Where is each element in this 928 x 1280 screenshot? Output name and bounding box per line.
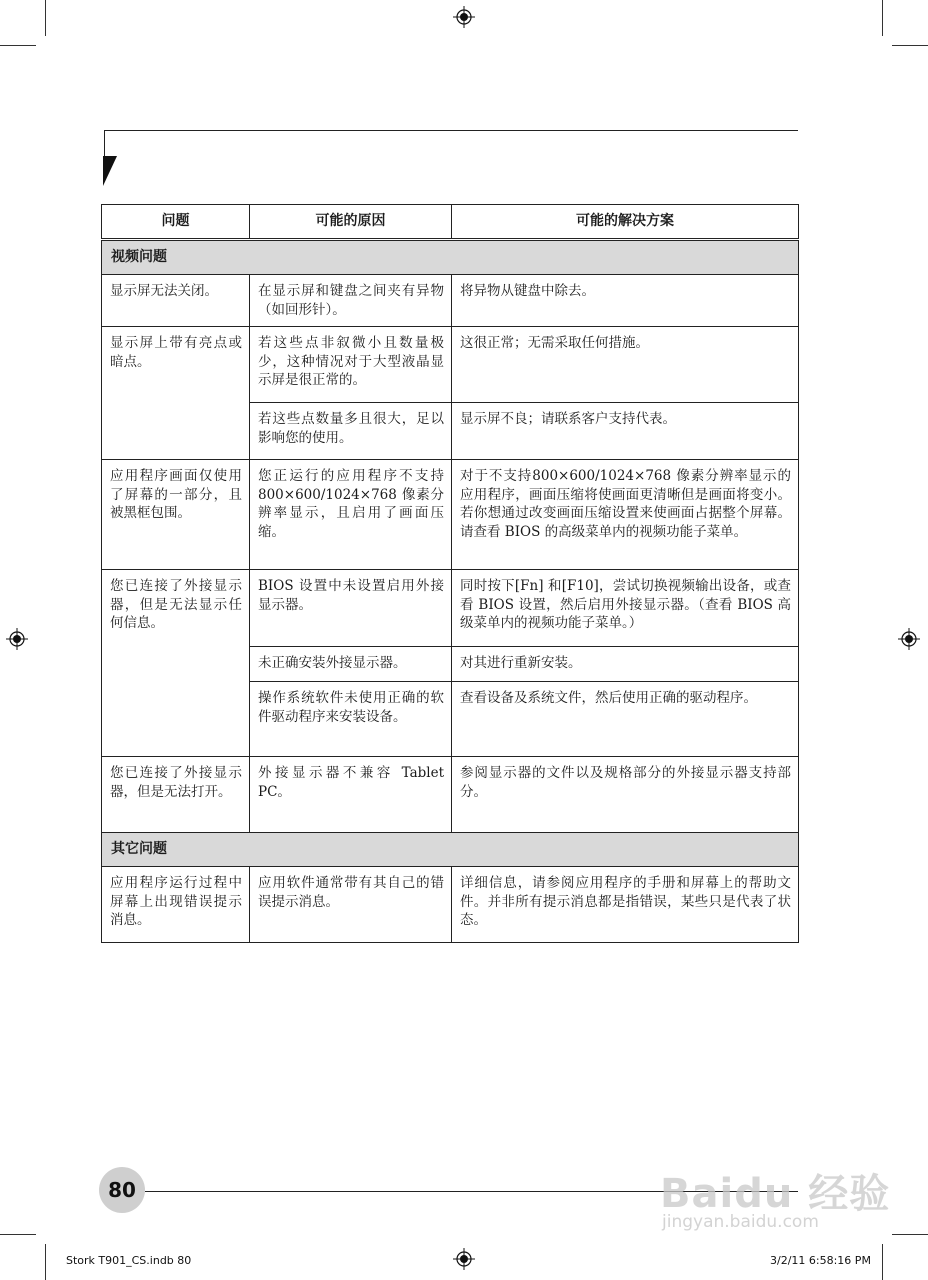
problem-cell: 显示屏上带有亮点或暗点。 bbox=[102, 327, 250, 460]
header-solution: 可能的解决方案 bbox=[452, 205, 799, 240]
crop-mark bbox=[892, 1234, 928, 1235]
table-row bbox=[102, 327, 799, 403]
solution-cell: 同时按下[Fn] 和[F10]，尝试切换视频输出设备，或查看 BIOS 设置，然后启用外接显示器。（查看 BIOS 高级菜单内的视频功能子菜单。） bbox=[452, 570, 799, 647]
slug-timestamp: 3/2/11 6:58:16 PM bbox=[770, 1254, 871, 1267]
slug-filename: Stork T901_CS.indb 80 bbox=[66, 1254, 192, 1267]
table-header-row bbox=[102, 205, 799, 240]
crop-mark bbox=[882, 1244, 883, 1280]
table-row bbox=[102, 275, 799, 327]
solution-cell: 这很正常；无需采取任何措施。 bbox=[452, 327, 799, 403]
section-title: 其它问题 bbox=[102, 833, 799, 867]
header-rule bbox=[104, 130, 798, 131]
crop-mark bbox=[882, 0, 883, 36]
cause-cell: 操作系统软件未使用正确的软件驱动程序来安装设备。 bbox=[250, 682, 452, 757]
table-row bbox=[102, 867, 799, 943]
crop-mark bbox=[0, 45, 36, 46]
header-problem: 问题 bbox=[102, 205, 250, 240]
section-title: 视频问题 bbox=[102, 240, 799, 275]
cause-cell: 若这些点数量多且很大，足以影响您的使用。 bbox=[250, 403, 452, 460]
solution-cell: 详细信息，请参阅应用程序的手册和屏幕上的帮助文件。并非所有提示消息都是指错误，某些只是代表了状态。 bbox=[452, 867, 799, 943]
header-triangle-icon bbox=[103, 156, 117, 186]
cause-cell: BIOS 设置中未设置启用外接显示器。 bbox=[250, 570, 452, 647]
registration-mark-icon bbox=[453, 1248, 475, 1270]
registration-mark-icon bbox=[898, 628, 920, 650]
problem-cell: 应用程序画面仅使用了屏幕的一部分，且被黑框包围。 bbox=[102, 460, 250, 570]
watermark-logo: Baidu 经验 bbox=[660, 1171, 891, 1217]
table-row bbox=[102, 460, 799, 570]
header-cause: 可能的原因 bbox=[250, 205, 452, 240]
crop-mark bbox=[0, 1234, 36, 1235]
watermark-url: jingyan.baidu.com bbox=[662, 1212, 819, 1232]
cause-cell: 外接显示器不兼容 Tablet PC。 bbox=[250, 757, 452, 833]
problem-cell: 您已连接了外接显示器，但是无法显示任何信息。 bbox=[102, 570, 250, 757]
solution-cell: 对于不支持800×600/1024×768 像素分辨率显示的应用程序，画面压缩将使画面更清晰但是画面将变小。若你想通过改变画面压缩设置来使画面占据整个屏幕。请查看 BIOS 的高级菜单内的视频功能子菜单。 bbox=[452, 460, 799, 570]
crop-mark bbox=[45, 1244, 46, 1280]
problem-cell: 您已连接了外接显示器，但是无法打开。 bbox=[102, 757, 250, 833]
solution-cell: 显示屏不良；请联系客户支持代表。 bbox=[452, 403, 799, 460]
cause-cell: 应用软件通常带有其自己的错误提示消息。 bbox=[250, 867, 452, 943]
crop-mark bbox=[892, 45, 928, 46]
registration-mark-icon bbox=[453, 6, 475, 28]
cause-cell: 您正运行的应用程序不支持 800×600/1024×768 像素分辨率显示，且启用了画面压缩。 bbox=[250, 460, 452, 570]
cause-cell: 若这些点非叙微小且数量极少，这种情况对于大型液晶显示屏是很正常的。 bbox=[250, 327, 452, 403]
section-row bbox=[102, 240, 799, 275]
problem-cell: 应用程序运行过程中屏幕上出现错误提示消息。 bbox=[102, 867, 250, 943]
solution-cell: 将异物从键盘中除去。 bbox=[452, 275, 799, 327]
cause-cell: 在显示屏和键盘之间夹有异物（如回形针）。 bbox=[250, 275, 452, 327]
section-row bbox=[102, 833, 799, 867]
table-row bbox=[102, 757, 799, 833]
table-row bbox=[102, 570, 799, 647]
page-number: 80 bbox=[108, 1178, 136, 1202]
troubleshooting-table bbox=[101, 204, 799, 943]
registration-mark-icon bbox=[6, 628, 28, 650]
crop-mark bbox=[45, 0, 46, 36]
solution-cell: 查看设备及系统文件，然后使用正确的驱动程序。 bbox=[452, 682, 799, 757]
problem-cell: 显示屏无法关闭。 bbox=[102, 275, 250, 327]
cause-cell: 未正确安装外接显示器。 bbox=[250, 647, 452, 682]
solution-cell: 参阅显示器的文件以及规格部分的外接显示器支持部分。 bbox=[452, 757, 799, 833]
solution-cell: 对其进行重新安装。 bbox=[452, 647, 799, 682]
